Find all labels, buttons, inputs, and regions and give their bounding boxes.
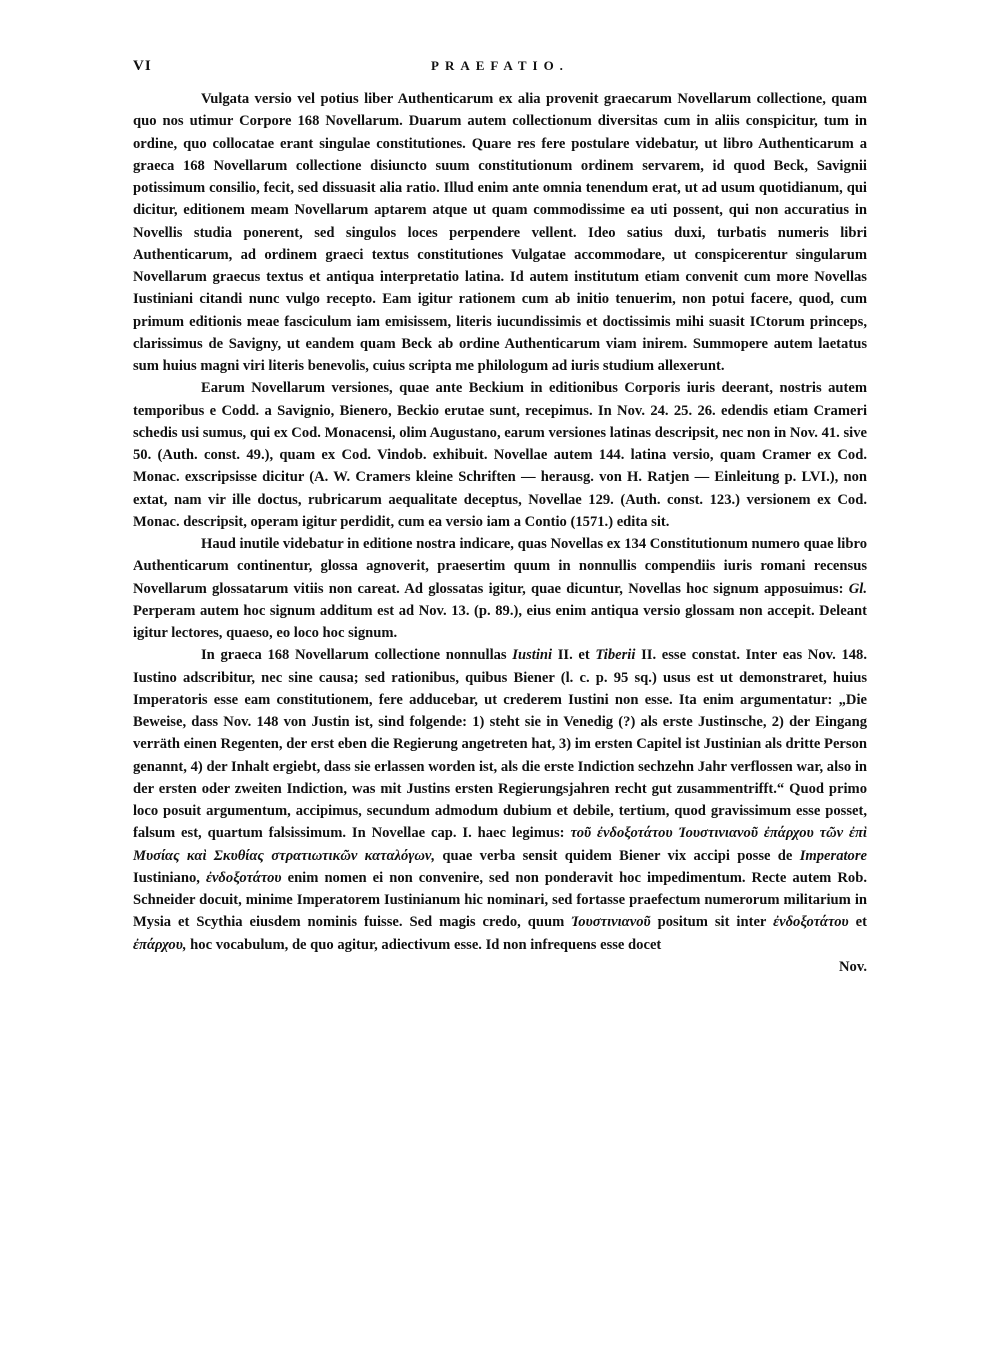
- paragraph-4-text-h: et: [848, 914, 867, 931]
- paragraph-4: [133, 644, 867, 956]
- running-title: PRAEFATIO.: [431, 58, 569, 73]
- paragraph-3: [133, 533, 867, 644]
- paragraph-4-text-b: II. et: [552, 647, 596, 664]
- page: [133, 58, 867, 978]
- page-header: [133, 58, 867, 80]
- paragraph-4-text-g: positum sit inter: [650, 914, 774, 931]
- word-imperatore: Imperatore: [799, 847, 867, 864]
- paragraph-1: Vulgata versio vel potius liber Authenticarum ex alia provenit graecarum Novellarum collectione, quam quo nos utimur Corpore 168 Novellarum. Duarum autem collectionum diversitas cum in aliis conspicitur, tum in ordine, quo collocatae erant singulae constitutiones. Quare res fere postulare videbatur, ut libro Authenticarum a graeca 168 Novellarum collectione disiuncto suum constitutionum ordinem servarem, id quod Beck, Savignii potissimum consilio, fecit, sed dissuasit alia ratio. Illud enim ante omnia tenendum erat, ut ad usum quotidianum, qui dicitur, editionem meam Novellarum aptarem atque ut quam commodissime ea uti possent, qui non accuratius in Novellis studia ponerent, sed singulos loces perpendere vellent. Ideo satius duxi, turbatis numeris libri Authenticarum, ad ordinem graeci textus constitutiones Vulgatae accommodare, ut conspicerentur singularum Novellarum graecus textus et antiqua interpretatio latina. Id autem institutum etiam convenit cum more Novellas Iustiniani citandi nunc vulgo recepto. Eam igitur rationem cum ab initio tenuerim, non potui facere, quod, cum primum editionis meae fasciculum iam emisissem, literis iucundissimis et doctissimis mihi suasit ICtorum princeps, clarissimus de Savigny, ut eandem quam Beck ab ordine Authenticarum viam inirem. Summopere autem laetatus sum huius magni viri literis benevolis, cuius scripta me philologum ad iuris studium allexerunt.: [133, 91, 867, 374]
- greek-word-4: ἐπάρχου,: [133, 936, 187, 953]
- paragraph-2: Earum Novellarum versiones, quae ante Beckium in editionibus Corporis iuris deerant, nostris autem temporibus e Codd. a Savignio, Bienero, Beckio erutae sunt, recepimus. In Nov. 24. 25. 26. edendis etiam Crameri schedis usi sumus, qui ex Cod. Monacensi, olim Augustano, earum versiones latinas descripsit, nec non in Nov. 41. sive 50. (Auth. const. 49.), quam ex Cod. Vindob. exhibuit. Novellae autem 144. latina versio, quam Cramer ex Cod. Monac. exscripsisse dicitur (A. W. Cramers kleine Schriften — herausg. von H. Ratjen — Einleitung p. LVI.), non extat, nam vir ille doctus, rubricarum aequalitate deceptus, Novellae 129. (Auth. const. 123.) versionem ex Cod. Monac. descripsit, operam igitur perdidit, cum ea versio iam a Contio (1571.) edita sit.: [133, 380, 867, 530]
- paragraph-4-text-e: Iustiniano,: [133, 869, 206, 886]
- paragraph-3-text-b: Perperam autem hoc signum additum est ad Nov. 13. (p. 89.), eius enim antiqua versio glossam non accepit. Deleant igitur lectores, quaeso, eo loco hoc signum.: [133, 602, 867, 641]
- paragraph-3-text-a: Haud inutile videbatur in editione nostra indicare, quas Novellas ex 134 Constitutionum numero quae libro Authenticarum continentur, glossa agnoverit, praesertim quum in nonnullis compendiis iuris romani recensus Novellarum glossatarum vitiis non careat. Ad glossatas igitur, quae dicuntur, Novellas hoc signum apposuimus:: [133, 536, 867, 597]
- paragraph-4-text-d: quae verba sensit quidem Biener vix accipi posse de: [435, 847, 800, 864]
- paragraph-4-text-i: hoc vocabulum, de quo agitur, adiectivum esse. Id non infrequens esse docet: [186, 936, 662, 953]
- name-iustini: Iustini: [512, 647, 553, 664]
- paragraph-4-text-c: II. esse constat. Inter eas Nov. 148. Iustino adscribitur, nec sine causa; sed rationibus, quibus Biener (l. c. p. 95 sq.) usus est ut demonstraret, huius Imperatoris esse eam constitutionem, fere adducebar, ut crederem Iustini non esse. Ita enim argumentatur: „Die Beweise, dass Nov. 148 von Justin ist, sind folgende: 1) steht sie in Venedig (?) als erste Justinsche, 2) der Eingang verräth einen Regenten, der erst eben die Regierung angetreten hat, 3) im ersten Capitel ist Justinian als dritte Person genannt, 4) der Inhalt ergiebt, dass sie erlassen worden ist, als die erste Indiction sechzehn Jahr verflossen war, also in der ersten oder zweiten Indiction, was mit Justins ersten Regierungsjahren recht gut zusammentrifft.“ Quod primo loco posuit argumentum, accipimus, secundum admodum dubium et debile, tertium, quod gravissimum esse posset, falsum est, quartum falsissimum. In Novellae cap. I. haec legimus:: [133, 647, 867, 842]
- page-number: VI: [133, 58, 152, 74]
- catchword: Nov.: [839, 958, 867, 975]
- paragraph-4-text-a: In graeca 168 Novellarum collectione nonnullas: [201, 647, 513, 664]
- name-tiberii: Tiberii: [595, 647, 636, 664]
- greek-word-1: ἐνδοξοτάτου: [205, 869, 282, 886]
- greek-quotation: τοῦ ἐνδοξοτάτου Ἰουστινιανοῦ ἐπάρχου τῶν ἐπὶ Μυσίας καὶ Σκυθίας στρατιωτικῶν καταλόγων,: [133, 825, 867, 864]
- greek-word-2: Ἰουστινιανοῦ: [571, 914, 651, 931]
- greek-word-3: ἐνδοξοτάτου: [773, 914, 849, 931]
- glossa-sign: Gl.: [848, 580, 867, 597]
- body-text: [133, 88, 867, 956]
- paragraph-4-text-f: enim nomen ei non convenire, sed non ponderavit hoc impedimentum. Recte autem Rob. Schneider docuit, minime Imperatorem Iustinianum hic nominari, sed fortasse praefectum numerorum militarium in Mysia et Scythia eiusdem nominis fuisse. Sed magis credo, quum: [133, 869, 867, 931]
